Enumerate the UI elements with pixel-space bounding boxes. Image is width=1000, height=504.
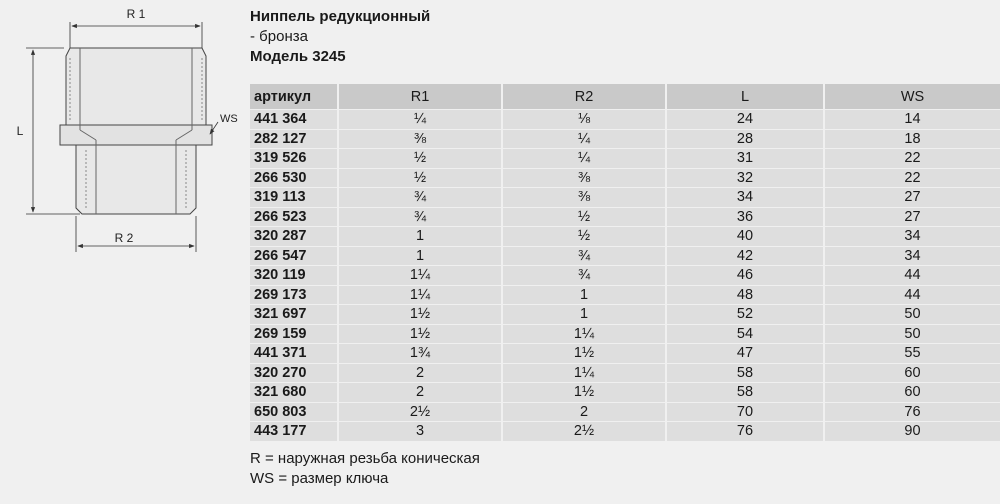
table-row [250,285,1000,305]
table-cell: 2 [338,383,502,403]
table-cell: ½ [338,149,502,169]
table-cell: 58 [666,383,824,403]
table-cell: 54 [666,324,824,344]
table-cell: 27 [824,207,1000,227]
article-cell: 266 530 [250,168,338,188]
table-row [250,110,1000,130]
table-cell: 32 [666,168,824,188]
legend [250,449,480,489]
table-cell: 1¼ [338,266,502,286]
table-cell: ⅛ [502,110,666,130]
table-cell: 22 [824,149,1000,169]
article-cell: 650 803 [250,402,338,422]
table-cell: 50 [824,324,1000,344]
table-row [250,402,1000,422]
article-cell: 319 113 [250,188,338,208]
table-row [250,266,1000,286]
column-header: артикул [250,84,338,110]
table-cell: 31 [666,149,824,169]
table-cell: 58 [666,363,824,383]
table-row [250,246,1000,266]
table-cell: 3 [338,422,502,441]
table-cell: 44 [824,266,1000,286]
table-cell: 2½ [338,402,502,422]
legend-line-r: R = наружная резьба коническая [250,450,480,467]
table-cell: 1½ [502,344,666,364]
table-cell: 22 [824,168,1000,188]
table-cell: ⅜ [502,188,666,208]
article-cell: 320 270 [250,363,338,383]
table-cell: 76 [666,422,824,441]
table-row [250,363,1000,383]
table-cell: 27 [824,188,1000,208]
r1-dimension [70,7,202,48]
table-cell: ¾ [502,266,666,286]
table-cell: 2 [502,402,666,422]
table-cell: 1¼ [502,363,666,383]
table-cell: 36 [666,207,824,227]
column-header: R2 [502,84,666,110]
table-cell: 34 [824,227,1000,247]
product-header [250,7,430,67]
article-cell: 320 119 [250,266,338,286]
table-cell: ¾ [338,188,502,208]
table-row [250,168,1000,188]
table-cell: ¼ [338,110,502,130]
r1-label: R 1 [126,7,146,21]
table-cell: 1 [502,305,666,325]
article-cell: 321 697 [250,305,338,325]
article-cell: 441 371 [250,344,338,364]
table-cell: 1 [338,227,502,247]
table-cell: 1¼ [502,324,666,344]
table-cell: 47 [666,344,824,364]
table-row [250,129,1000,149]
article-cell: 441 364 [250,110,338,130]
table-cell: 2½ [502,422,666,441]
column-header: R1 [338,84,502,110]
table-cell: 1¼ [338,285,502,305]
table-cell: 70 [666,402,824,422]
table-cell: 40 [666,227,824,247]
table-cell: ¼ [502,149,666,169]
table-cell: 90 [824,422,1000,441]
table-cell: 1½ [502,383,666,403]
table-cell: 48 [666,285,824,305]
table-cell: 24 [666,110,824,130]
table-cell: 1½ [338,305,502,325]
table-cell: 44 [824,285,1000,305]
nipple-drawing [0,0,250,270]
table-header-row [250,84,1000,110]
table-cell: 50 [824,305,1000,325]
table-row [250,344,1000,364]
table-cell: 1 [338,246,502,266]
table-cell: 34 [824,246,1000,266]
table-cell: 34 [666,188,824,208]
article-cell: 269 159 [250,324,338,344]
table-cell: 42 [666,246,824,266]
table-row [250,188,1000,208]
r2-dimension [76,216,196,252]
article-cell: 443 177 [250,422,338,441]
product-title: Ниппель редукционный [250,8,431,25]
table-cell: 1¾ [338,344,502,364]
table-row [250,422,1000,441]
column-header: L [666,84,824,110]
product-material: - бронза [250,28,308,45]
article-cell: 320 287 [250,227,338,247]
table-cell: ¾ [502,246,666,266]
table-cell: 18 [824,129,1000,149]
r2-label: R 2 [114,231,134,245]
product-model: Модель 3245 [250,48,346,65]
table-cell: ⅜ [338,129,502,149]
table-row [250,305,1000,325]
table-row [250,324,1000,344]
table-cell: 55 [824,344,1000,364]
table-cell: ⅜ [502,168,666,188]
table-cell: 46 [666,266,824,286]
ws-label: WS [220,113,238,125]
table-cell: 52 [666,305,824,325]
ws-callout [210,113,238,134]
table-cell: 60 [824,383,1000,403]
table-cell: 76 [824,402,1000,422]
article-cell: 266 547 [250,246,338,266]
column-header: WS [824,84,1000,110]
table-cell: ¾ [338,207,502,227]
table-cell: ½ [502,227,666,247]
table-row [250,207,1000,227]
l-label: L [16,124,24,138]
article-cell: 319 526 [250,149,338,169]
table-cell: 1 [502,285,666,305]
table-cell: 14 [824,110,1000,130]
spec-table [250,84,1000,441]
nipple-body [60,48,212,214]
table-row [250,227,1000,247]
table-cell: 1½ [338,324,502,344]
article-cell: 269 173 [250,285,338,305]
table-cell: 2 [338,363,502,383]
legend-line-ws: WS = размер ключа [250,470,389,487]
article-cell: 282 127 [250,129,338,149]
table-row [250,383,1000,403]
table-cell: ½ [338,168,502,188]
table-cell: ½ [502,207,666,227]
table-cell: 28 [666,129,824,149]
article-cell: 321 680 [250,383,338,403]
table-cell: ¼ [502,129,666,149]
article-cell: 266 523 [250,207,338,227]
table-cell: 60 [824,363,1000,383]
table-row [250,149,1000,169]
